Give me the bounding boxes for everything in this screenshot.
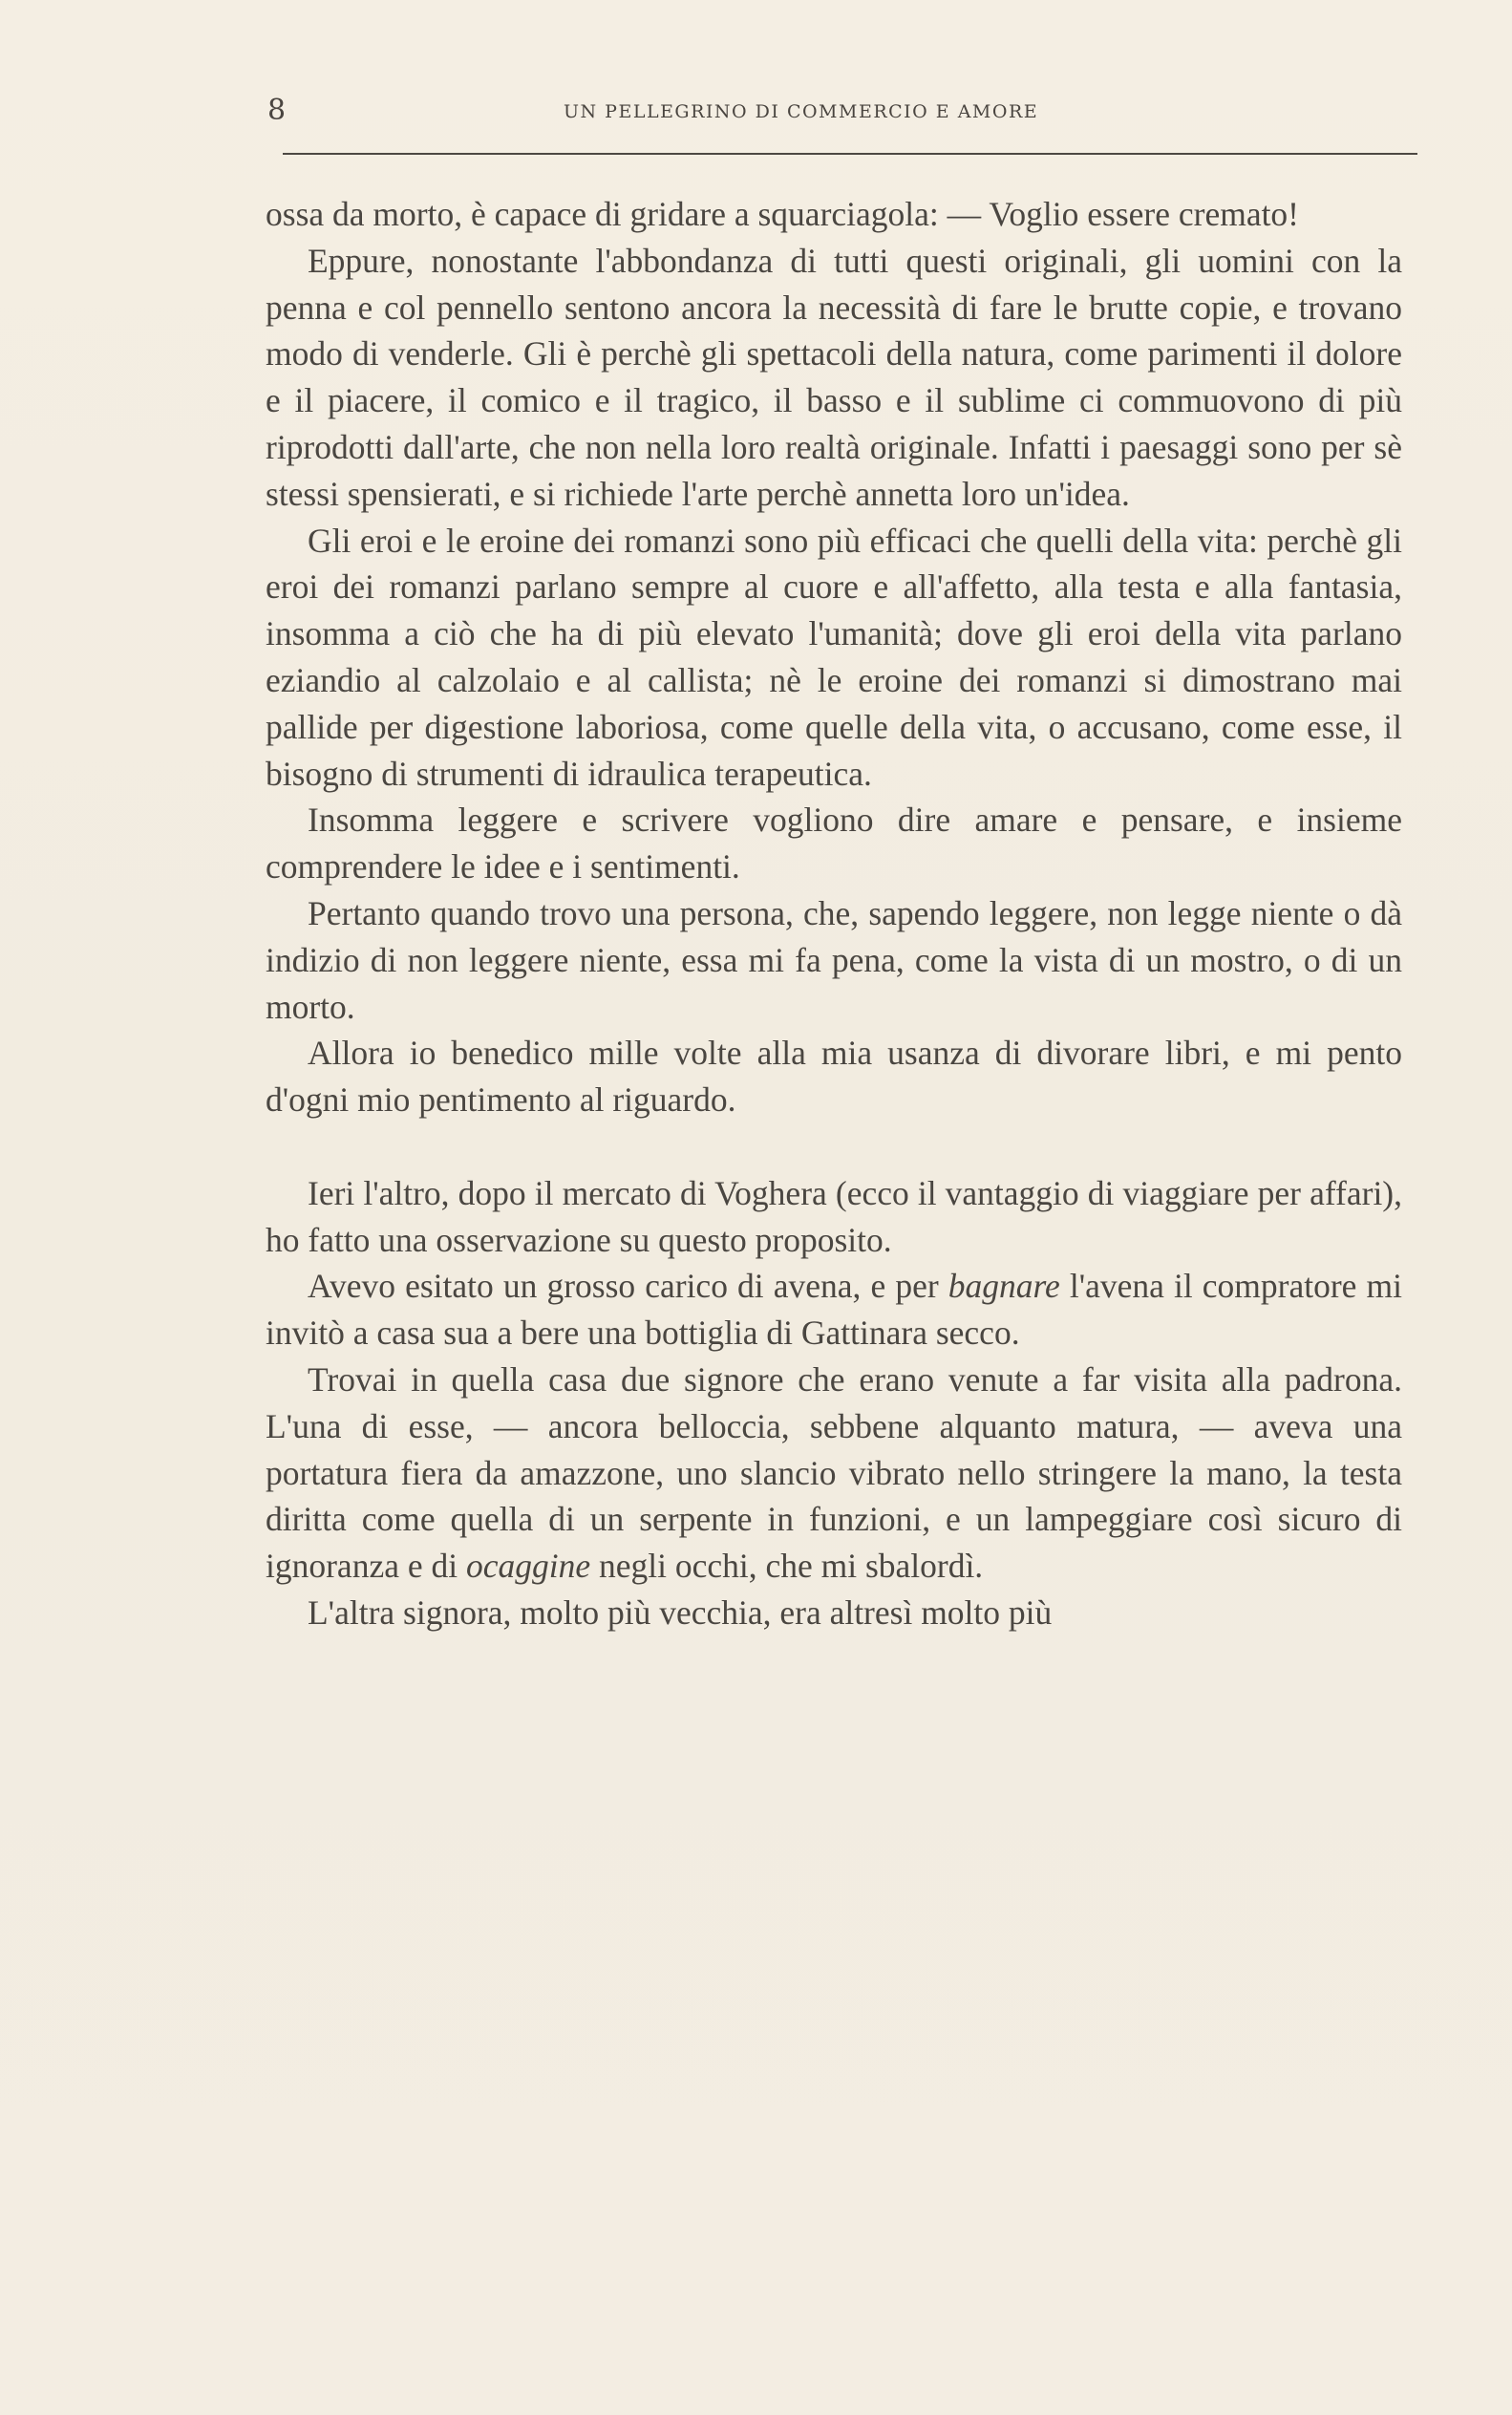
section-break	[266, 1123, 1402, 1170]
running-title: UN PELLEGRINO DI COMMERCIO E AMORE	[564, 101, 1039, 122]
paragraph-8	[266, 1263, 1402, 1357]
running-head	[267, 94, 1414, 132]
paragraph-4: Insomma leggere e scrivere vogliono dire amare e pensare, e insieme comprendere le idee e i sentimenti.	[266, 801, 1402, 887]
header-rule	[283, 153, 1417, 155]
paragraph-7: Ieri l'altro, dopo il mercato di Voghera (ecco il vantaggio di viaggiare per affari), ho fatto una osservazione su questo proposito.	[266, 1173, 1402, 1259]
paragraph-9	[266, 1357, 1402, 1590]
paragraph-2: Eppure, nonostante l'abbondanza di tutti questi originali, gli uomini con la penna e col pennello sentono ancora la necessità di fare le brutte copie, e trovano modo di venderle. Gli è perchè gli spettacoli della natura, come parimenti il dolore e il piacere, il comico e il tragico, il basso e il sublime ci commuovono di più riprodotti dall'arte, che non nella loro realtà originale. Infatti i paesaggi sono per sè stessi spensierati, e si richiede l'arte perchè annetta loro un'idea.	[266, 241, 1402, 513]
body-text	[266, 191, 1402, 1636]
paragraph-9-text-b: negli occhi, che mi sbalordì.	[590, 1547, 984, 1586]
paragraph-8-text-a: Avevo esitato un grosso carico di avena, e per	[308, 1267, 948, 1306]
paragraph-3: Gli eroi e le eroine dei romanzi sono più efficaci che quelli della vita: perchè gli eroi dei romanzi parlano sempre al cuore e all'affetto, alla testa e alla fantasia, insomma a ciò che ha di più elevato l'umanità; dove gli eroi della vita parlano eziandio al calzolaio e al callista; nè le eroine dei romanzi si dimostrano mai pallide per digestione laboriosa, come quelle della vita, o accusano, come esse, il bisogno di strumenti di idraulica terapeutica.	[266, 521, 1402, 793]
paragraph-9-text-a: Trovai in quella casa due signore che erano venute a far visita alla padrona. L'una di esse, — ancora belloccia, sebbene alquanto matura, — aveva una portatura fiera da amazzone, uno slancio vibrato nello stringere la mano, la testa diritta come quella di un serpente in funzioni, e un lampeggiare così sicuro di ignoranza e di	[266, 1359, 1402, 1586]
paragraph-5: Pertanto quando trovo una persona, che, sapendo leggere, non legge niente o dà indizio di non leggere niente, essa mi fa pena, come la vista di un mostro, o di un morto.	[266, 893, 1402, 1026]
page-number: 8	[267, 94, 287, 127]
paragraph-10: L'altra signora, molto più vecchia, era altresì molto più	[308, 1592, 1053, 1632]
paragraph-9-italic: ocaggine	[465, 1547, 591, 1586]
paragraph-6: Allora io benedico mille volte alla mia usanza di divorare libri, e mi pento d'ogni mio pentimento al riguardo.	[266, 1034, 1402, 1120]
paragraph-1: ossa da morto, è capace di gridare a squarciagola: — Voglio essere cremato!	[266, 195, 1300, 233]
paragraph-8-text-b: l'avena il compratore mi invitò a casa sua a bere una bottiglia di Gattinara secco.	[266, 1267, 1402, 1353]
paragraph-8-italic: bagnare	[948, 1267, 1060, 1306]
